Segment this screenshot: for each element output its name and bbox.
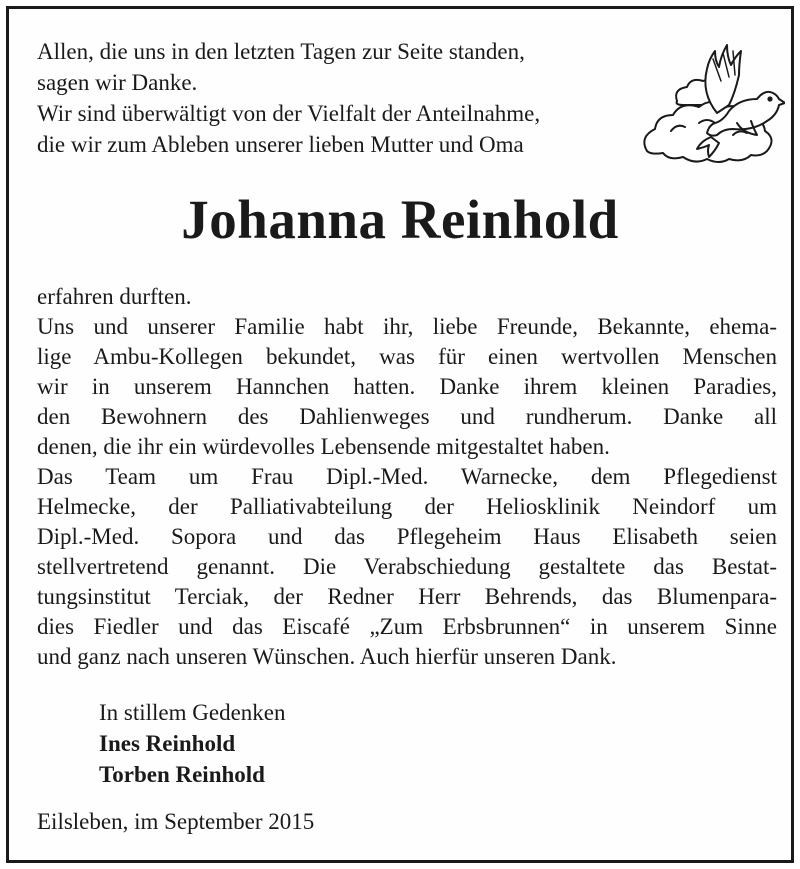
deceased-name: Johanna Reinhold [181,189,619,250]
intro-text [37,36,637,160]
place-and-date: Eilsleben, im September 2015 [37,809,315,834]
body-line: stellvertretend genannt. Die Verabschiedung gestaltete das Bestat- [37,554,777,579]
body-line: wir in unserem Hannchen hatten. Danke ihrem kleinen Paradies, [37,374,777,399]
body-line: dies Fiedler und das Eiscafé „Zum Erbsbrunnen“ in unserem Sinne [37,614,777,639]
body-line: Das Team um Frau Dipl.-Med. Warnecke, dem Pflegedienst [37,464,777,489]
signatory-name: Torben Reinhold [99,762,265,787]
body-line: Dipl.-Med. Sopora und das Pflegeheim Haus Elisabeth seien [37,524,777,549]
obituary-frame [6,6,794,863]
body-line: Uns und unserer Familie habt ihr, liebe Freunde, Bekannte, ehema- [37,314,777,339]
closing-block [99,697,286,790]
signatory-name: Ines Reinhold [99,731,236,756]
body-line: tungsinstitut Terciak, der Redner Herr Behrends, das Blumenpara- [37,584,777,609]
intro-line: die wir zum Ableben unserer lieben Mutter und Oma [37,132,524,157]
body-line: lige Ambu-Kollegen bekundet, was für einen wertvollen Menschen [37,344,777,369]
intro-line: sagen wir Danke. [37,70,198,95]
dove-with-clouds-icon [637,39,785,167]
body-line: den Bewohnern des Dahlienweges und rundherum. Danke all [37,404,777,429]
body-line: erfahren durften. [37,284,192,309]
closing-phrase: In stillem Gedenken [99,700,286,725]
body-line: denen, die ihr ein würdevolles Lebensende mitgestaltet haben. [37,434,610,459]
body-line: und ganz nach unseren Wünschen. Auch hierfür unseren Dank. [37,644,617,669]
intro-line: Wir sind überwältigt von der Vielfalt der Anteilnahme, [37,101,541,126]
intro-line: Allen, die uns in den letzten Tagen zur Seite standen, [37,39,525,64]
body-text [37,282,777,672]
body-line: Helmecke, der Palliativabteilung der Heliosklinik Neindorf um [37,494,777,519]
